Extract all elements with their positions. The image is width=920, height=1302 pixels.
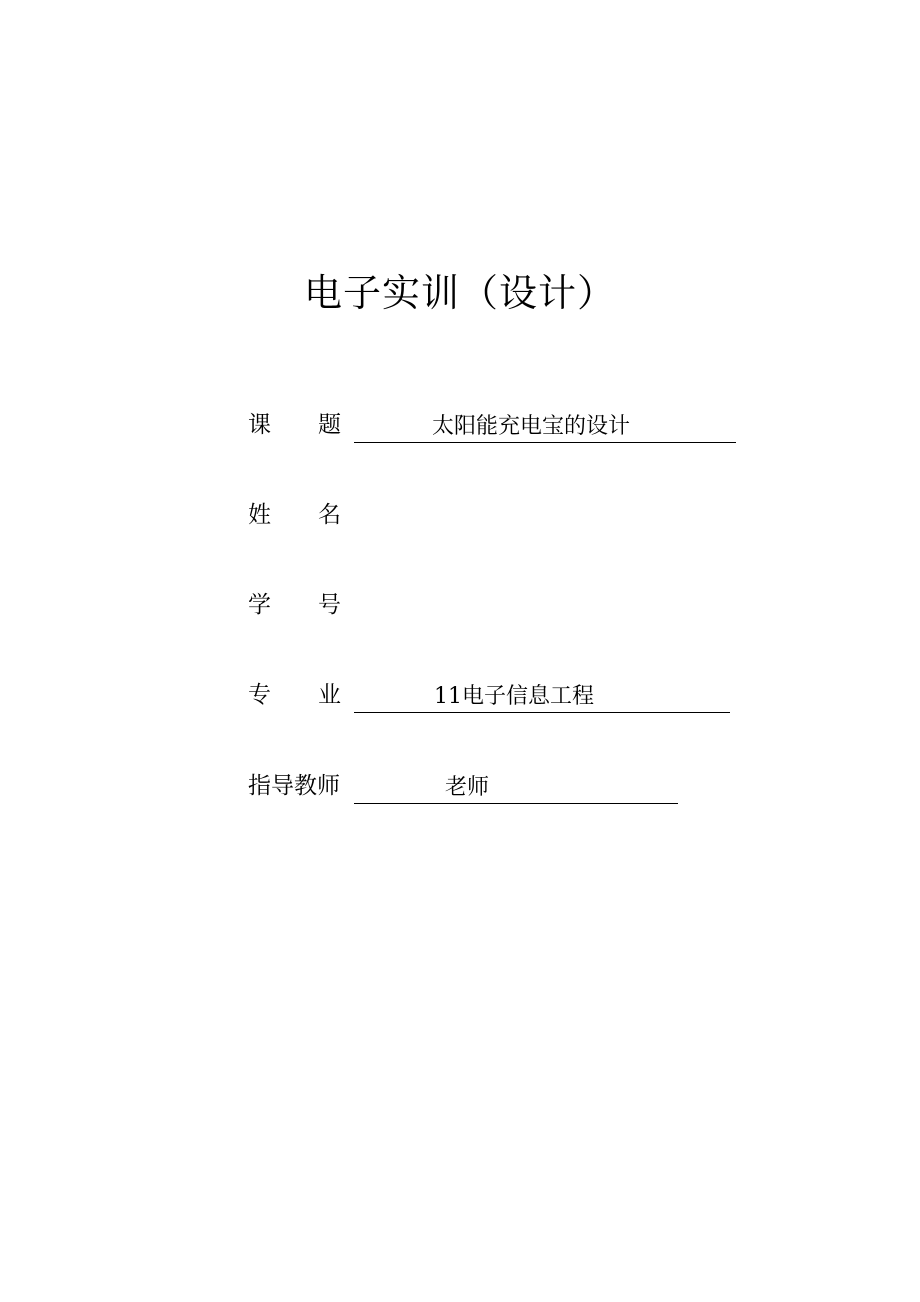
major-value: 11电子信息工程: [434, 684, 594, 709]
advisor-label: 指导教师: [248, 773, 340, 799]
student-id-label-first: 学: [248, 592, 271, 618]
advisor-value: 老师: [445, 775, 490, 800]
page-title: 电子实训（设计）: [303, 271, 616, 315]
major-row: [0, 680, 920, 716]
major-label-first: 专: [248, 682, 271, 708]
topic-label-first: 课: [248, 412, 271, 438]
topic-underline: [354, 442, 736, 443]
major-label-second: 业: [318, 682, 341, 708]
advisor-row: [0, 771, 920, 807]
name-row: [0, 500, 920, 536]
name-label-second: 名: [318, 502, 341, 528]
topic-value: 太阳能充电宝的设计: [432, 414, 631, 439]
student-id-label-second: 号: [318, 592, 341, 618]
name-label-first: 姓: [248, 502, 271, 528]
advisor-underline: [354, 803, 678, 804]
student-id-row: [0, 590, 920, 626]
major-underline: [354, 712, 730, 713]
topic-label-second: 题: [318, 412, 341, 438]
topic-row: [0, 410, 920, 446]
